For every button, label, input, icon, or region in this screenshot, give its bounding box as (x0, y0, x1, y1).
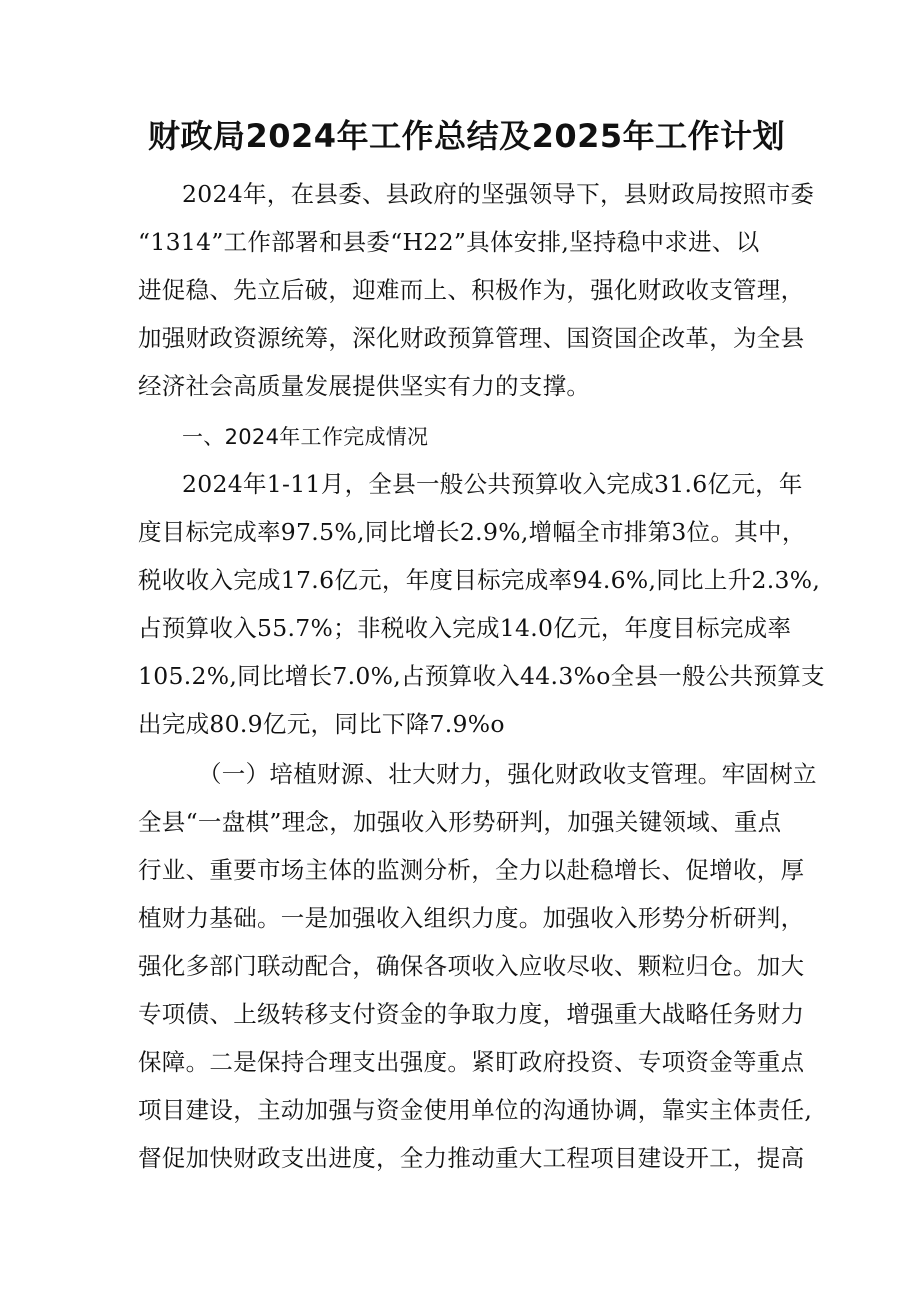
subsection-line-1: （一）培植财源、壮大财力，强化财政收支管理。牢固树立 (198, 760, 817, 788)
stats-line-1: 2024年1-11月，全县一般公共预算收入完成31.6亿元，年 (182, 470, 803, 498)
stats-line-2: 度目标完成率97.5%,同比增长2.9%,增幅全市排第3位。其中， (138, 518, 806, 546)
intro-line-3: 进促稳、先立后破，迎难而上、积极作为，强化财政收支管理， (138, 276, 805, 304)
subsection-line-7: 保障。二是保持合理支出强度。紧盯政府投资、专项资金等重点 (138, 1048, 805, 1076)
intro-line-1: 2024年，在县委、县政府的坚强领导下，县财政局按照市委 (182, 180, 815, 208)
subsection-line-9: 督促加快财政支出进度，全力推动重大工程项目建设开工，提高 (138, 1144, 805, 1172)
subsection-line-2: 全县“一盘棋”理念，加强收入形势研判，加强关键领域、重点 (138, 808, 782, 836)
intro-line-4: 加强财政资源统筹，深化财政预算管理、国资国企改革，为全县 (138, 324, 805, 352)
subsection-line-8: 项目建设，主动加强与资金使用单位的沟通协调，靠实主体责任, (138, 1096, 813, 1124)
subsection-line-5: 强化多部门联动配合，确保各项收入应收尽收、颗粒归仓。加大 (138, 952, 805, 980)
section-heading: 一、2024年工作完成情况 (182, 425, 429, 449)
intro-line-5: 经济社会高质量发展提供坚实有力的支撑。 (138, 372, 591, 400)
intro-line-2: “1314”工作部署和县委“H22”具体安排,坚持稳中求进、以 (138, 228, 760, 256)
subsection-line-6: 专项债、上级转移支付资金的争取力度，增强重大战略任务财力 (138, 1000, 805, 1028)
stats-line-4: 占预算收入55.7%；非税收入完成14.0亿元，年度目标完成率 (138, 614, 792, 642)
stats-line-6: 出完成80.9亿元，同比下降7.9%o (138, 710, 505, 738)
subsection-line-4: 植财力基础。一是加强收入组织力度。加强收入形势分析研判， (138, 904, 805, 932)
stats-line-3: 税收收入完成17.6亿元，年度目标完成率94.6%,同比上升2.3%, (138, 566, 821, 594)
document-title: 财政局2024年工作总结及2025年工作计划 (148, 117, 786, 155)
subsection-line-3: 行业、重要市场主体的监测分析，全力以赴稳增长、促增收，厚 (138, 856, 805, 884)
stats-line-5: 105.2%,同比增长7.0%,占预算收入44.3%o全县一般公共预算支 (138, 662, 825, 690)
